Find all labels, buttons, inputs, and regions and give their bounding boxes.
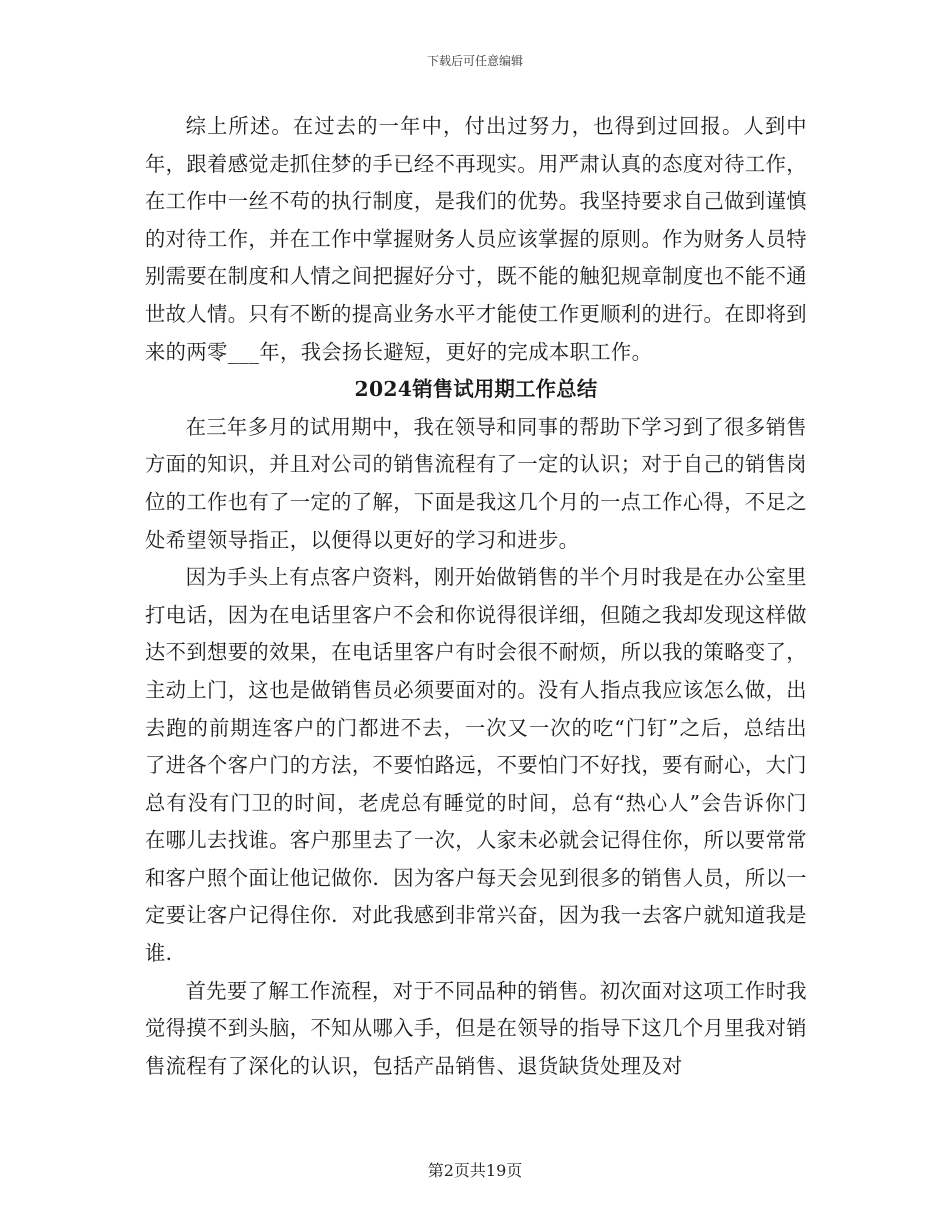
- section-title: 2024销售试用期工作总结: [354, 377, 598, 402]
- document-body: [145, 108, 807, 1085]
- paragraph-intro: 在三年多月的试用期中，我在领导和同事的帮助下学习到了很多销售方面的知识，并且对公司的销售流程有了一定的认识；对于自己的销售岗位的工作也有了一定的了解，下面是我这几个月的一点工作心得，不足之处希望领导指正，以便得以更好的学习和进步。: [145, 414, 807, 552]
- page-header: 下载后可任意编辑: [426, 54, 523, 68]
- paragraph-summary: 综上所述。在过去的一年中，付出过努力，也得到过回报。人到中年，跟着感觉走抓住梦的手已经不再现实。用严肃认真的态度对待工作，在工作中一丝不苟的执行制度，是我们的优势。我坚持要求自己做到谨慎的对待工作，并在工作中掌握财务人员应该掌握的原则。作为财务人员特别需要在制度和人情之间把握好分寸，既不能的触犯规章制度也不能不通世故人情。只有不断的提高业务水平才能使工作更顺利的进行。在即将到来的两零___年，我会扬长避短，更好的完成本职工作。: [145, 114, 807, 364]
- paragraph-workflow: 首先要了解工作流程，对于不同品种的销售。初次面对这项工作时我觉得摸不到头脑，不知从哪入手，但是在领导的指导下这几个月里我对销售流程有了深化的认识，包括产品销售、退货缺货处理及对: [145, 978, 807, 1078]
- page-footer: 第2页共19页: [427, 1161, 523, 1180]
- paragraph-experience: 因为手头上有点客户资料，刚开始做销售的半个月时我是在办公室里打电话，因为在电话里客户不会和你说得很详细，但随之我却发现这样做达不到想要的效果，在电话里客户有时会很不耐烦，所以我的策略变了，主动上门，这也是做销售员必须要面对的。没有人指点我应该怎么做，出去跑的前期连客户的门都进不去，一次又一次的吃“门钉”之后，总结出了进各个客户门的方法，不要怕路远，不要怕门不好找，要有耐心，大门总有没有门卫的时间，老虎总有睡觉的时间，总有“热心人”会告诉你门在哪儿去找谁。客户那里去了一次，人家未必就会记得住你，所以要常常和客户照个面让他记做你．因为客户每天会见到很多的销售人员，所以一定要让客户记得住你．对此我感到非常兴奋，因为我一去客户就知道我是谁．: [145, 565, 807, 966]
